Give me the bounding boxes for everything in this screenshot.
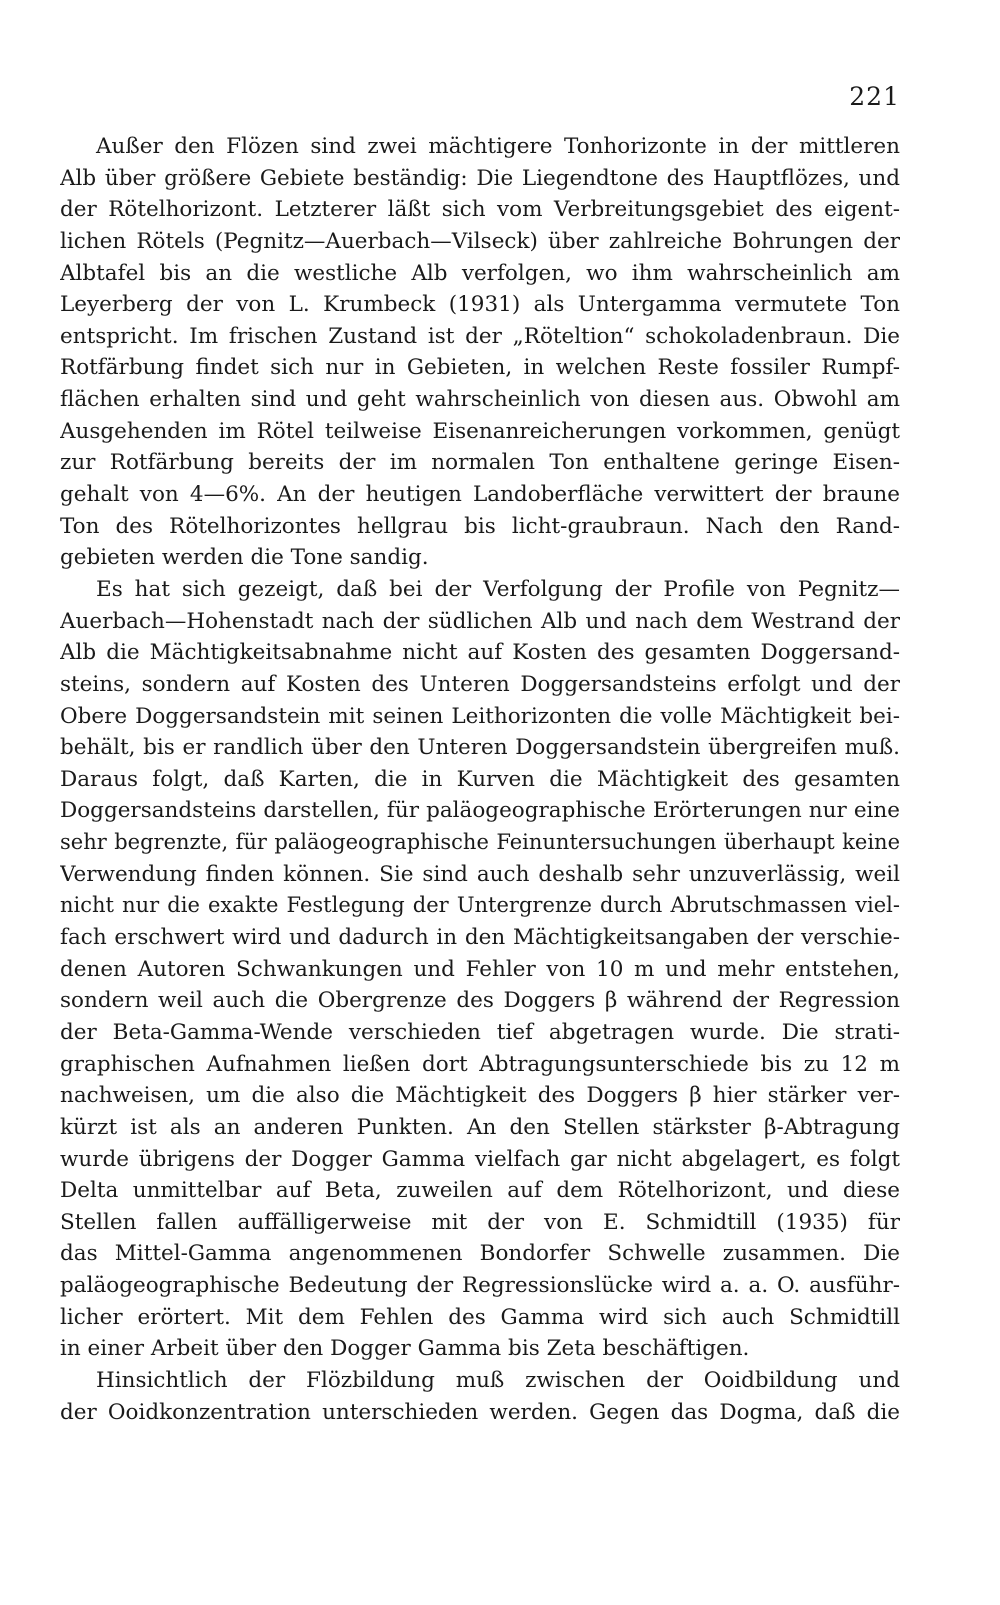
text-line: wurde übrigens der Dogger Gamma vielfach gar nicht abgelagert, es folgt (60, 1146, 900, 1172)
text-line: gebieten werden die Tone sandig. (60, 545, 429, 571)
text-line: das Mittel-Gamma angenommenen Bondorfer Schwelle zusammen. Die (60, 1241, 900, 1267)
text-line: Albtafel bis an die westliche Alb verfolgen, wo ihm wahrscheinlich am (60, 260, 900, 286)
text-line: der Beta-Gamma-Wende verschieden tief abgetragen wurde. Die strati- (60, 1019, 900, 1045)
text-line: denen Autoren Schwankungen und Fehler von 10 m und mehr entstehen, (60, 956, 900, 982)
text-line: Es hat sich gezeigt, daß bei der Verfolgung der Profile von Pegnitz— (96, 576, 900, 602)
text-line: Außer den Flözen sind zwei mächtigere Tonhorizonte in der mittleren (96, 134, 900, 159)
text-line: Ausgehenden im Rötel teilweise Eisenanreicherungen vorkommen, genügt (60, 418, 900, 444)
text-line: zur Rotfärbung bereits der im normalen Ton enthaltene geringe Eisen- (60, 450, 900, 476)
text-line: Alb die Mächtigkeitsabnahme nicht auf Kosten des gesamten Doggersand- (60, 640, 900, 666)
text-line: Auerbach—Hohenstadt nach der südlichen Alb und nach dem Westrand der (60, 608, 900, 634)
text-line: Obere Doggersandstein mit seinen Leithorizonten die volle Mächtigkeit bei- (60, 703, 900, 729)
text-line: Doggersandsteins darstellen, für paläogeographische Erörterungen nur eine (60, 798, 900, 824)
text-line: der Ooidkonzentration unterschieden werden. Gegen das Dogma, daß die (60, 1399, 900, 1425)
text-line: flächen erhalten sind und geht wahrscheinlich von diesen aus. Obwohl am (60, 387, 900, 413)
text-line: in einer Arbeit über den Dogger Gamma bis Zeta beschäftigen. (60, 1336, 750, 1362)
page-number: 221 (849, 82, 900, 111)
text-line: Verwendung finden können. Sie sind auch deshalb sehr unzuverlässig, weil (60, 861, 900, 887)
text-line: Ton des Rötelhorizontes hellgrau bis licht-graubraun. Nach den Rand- (60, 513, 900, 539)
text-line: behält, bis er randlich über den Unteren Doggersandstein übergreifen muß. (60, 735, 900, 761)
text-line: Alb über größere Gebiete beständig: Die Liegendtone des Hauptflözes, und (60, 165, 900, 191)
text-line: kürzt ist als an anderen Punkten. An den Stellen stärkster β-Abtragung (60, 1114, 900, 1140)
text-line: gehalt von 4—6%. An der heutigen Landoberfläche verwittert der braune (60, 482, 900, 508)
text-line: sehr begrenzte, für paläogeographische Feinuntersuchungen überhaupt keine (60, 830, 900, 855)
text-line: nicht nur die exakte Festlegung der Untergrenze durch Abrutschmassen viel- (60, 893, 900, 918)
text-line: Delta unmittelbar auf Beta, zuweilen auf dem Rötelhorizont, und diese (60, 1178, 900, 1204)
text-line: lichen Rötels (Pegnitz—Auerbach—Vilseck) über zahlreiche Bohrungen der (60, 228, 900, 254)
text-line: steins, sondern auf Kosten des Unteren Doggersandsteins erfolgt und der (60, 671, 900, 697)
text-line: Daraus folgt, daß Karten, die in Kurven die Mächtigkeit des gesamten (60, 766, 900, 792)
text-line: fach erschwert wird und dadurch in den Mächtigkeitsangaben der verschie- (60, 925, 900, 951)
text-line: sondern weil auch die Obergrenze des Doggers β während der Regression (60, 988, 900, 1014)
text-line: paläogeographische Bedeutung der Regressionslücke wird a. a. O. ausführ- (60, 1273, 900, 1299)
body-text (60, 131, 900, 1428)
text-line: entspricht. Im frischen Zustand ist der „Röteltion“ schokoladenbraun. Die (60, 323, 900, 349)
text-line: Rotfärbung findet sich nur in Gebieten, in welchen Reste fossiler Rumpf- (60, 355, 900, 381)
text-line: licher erörtert. Mit dem Fehlen des Gamma wird sich auch Schmidtill (60, 1304, 900, 1330)
text-line: Leyerberg der von L. Krumbeck (1931) als Untergamma vermutete Ton (60, 292, 900, 318)
text-line: der Rötelhorizont. Letzterer läßt sich vom Verbreitungsgebiet des eigent- (60, 197, 900, 223)
text-line: graphischen Aufnahmen ließen dort Abtragungsunterschiede bis zu 12 m (60, 1051, 900, 1077)
text-line: Hinsichtlich der Flözbildung muß zwischen der Ooidbildung und (96, 1367, 900, 1393)
text-line: Stellen fallen auffälligerweise mit der von E. Schmidtill (1935) für (60, 1209, 900, 1235)
text-line: nachweisen, um die also die Mächtigkeit des Doggers β hier stärker ver- (60, 1083, 900, 1109)
